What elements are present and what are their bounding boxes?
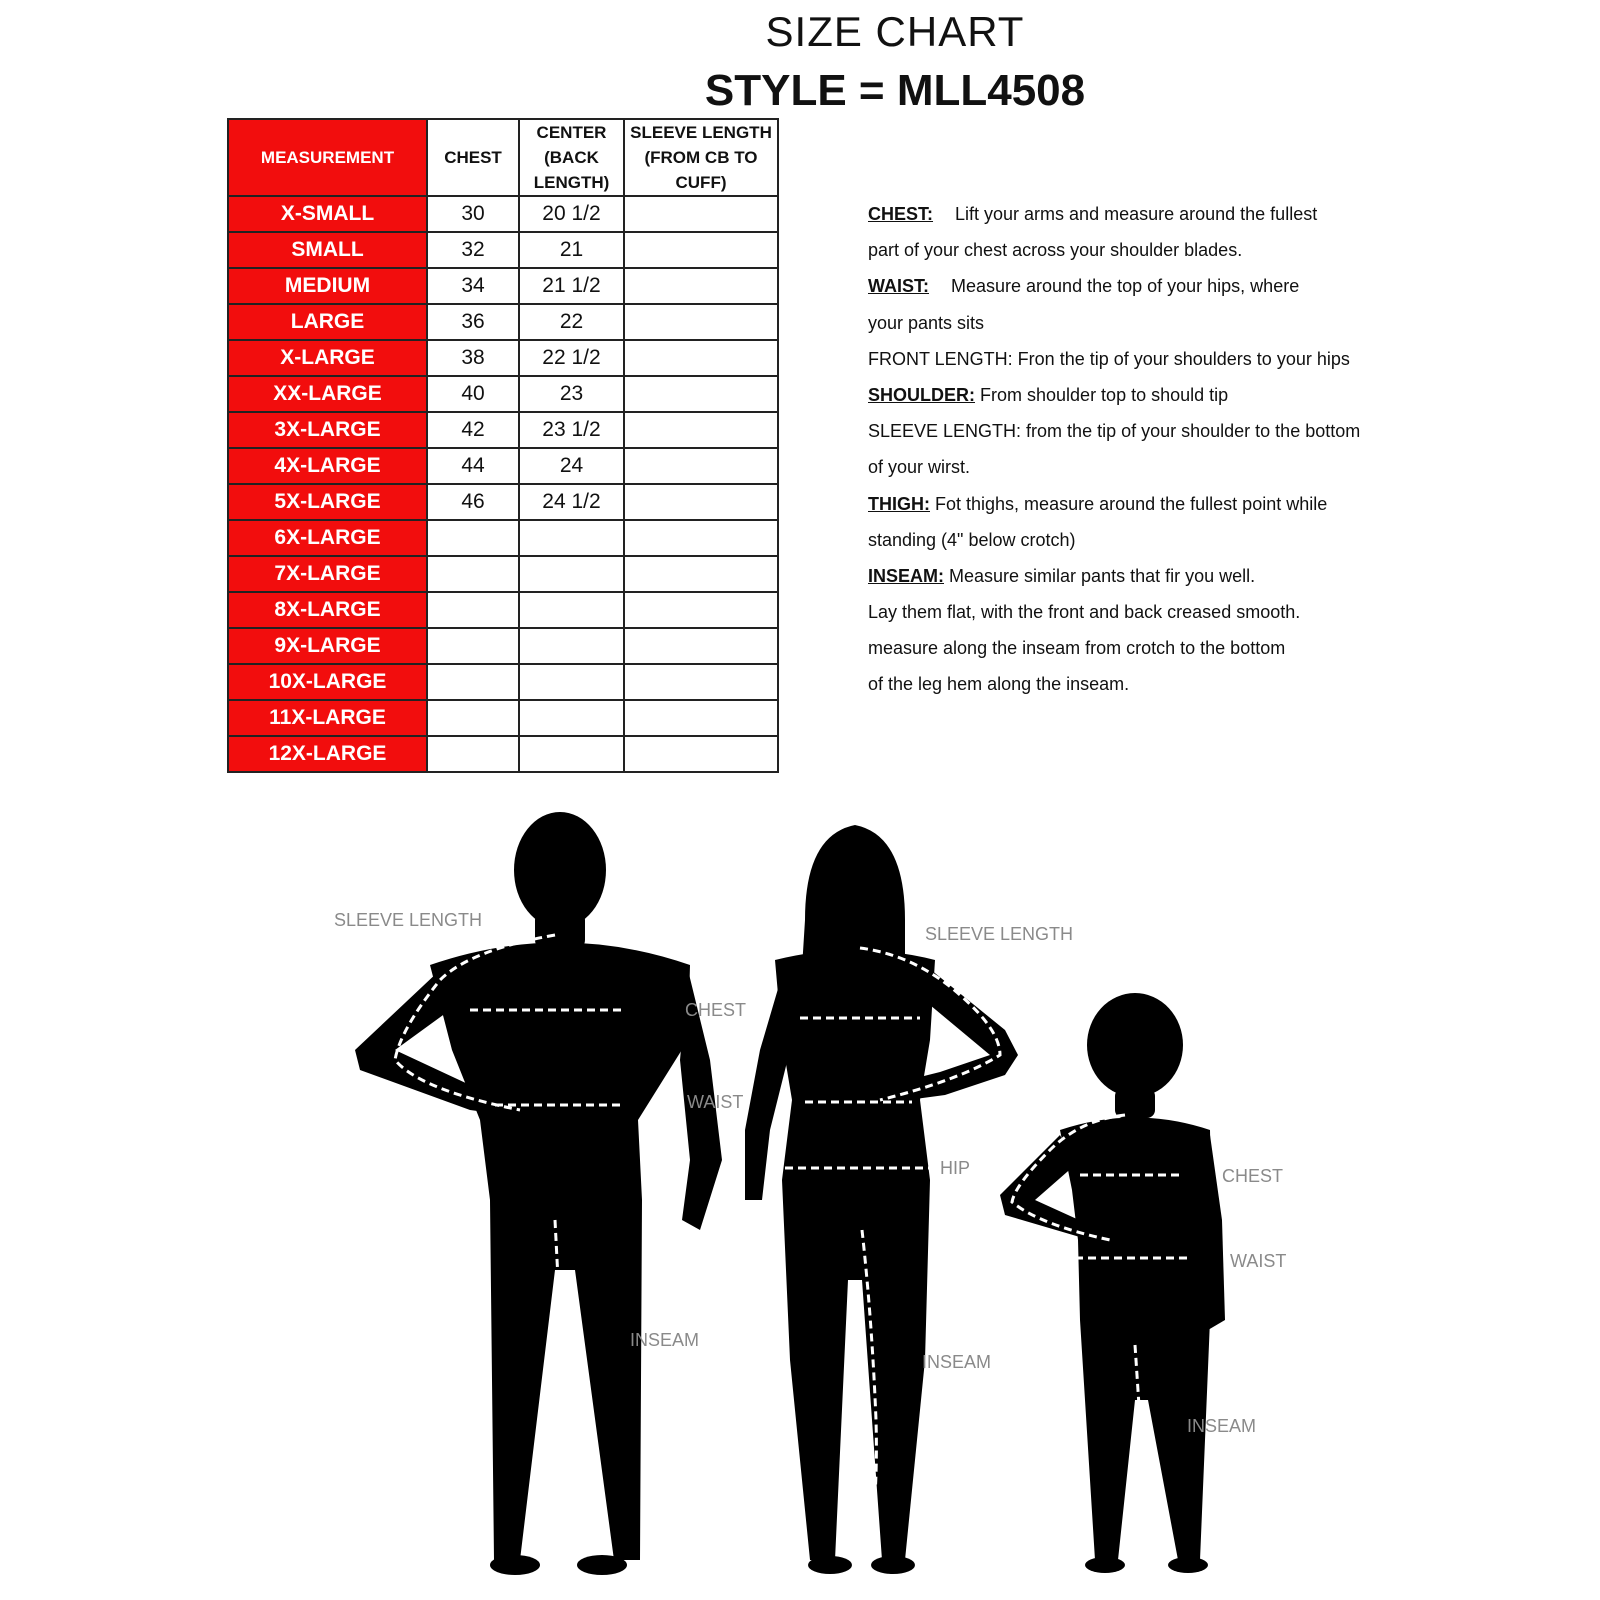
back-length-cell: 21 xyxy=(519,232,624,268)
back-length-cell: 21 1/2 xyxy=(519,268,624,304)
back-length-cell xyxy=(519,628,624,664)
size-label: X-SMALL xyxy=(228,196,427,232)
back-length-cell xyxy=(519,592,624,628)
page-title: SIZE CHART xyxy=(765,8,1025,55)
sleeve-length-cell xyxy=(624,304,778,340)
note-text: Measure similar pants that fir you well. xyxy=(949,565,1256,586)
size-label: MEDIUM xyxy=(228,268,427,304)
note-shoulder xyxy=(868,377,1588,413)
sleeve-length-cell xyxy=(624,376,778,412)
chest-cell xyxy=(427,664,519,700)
table-row xyxy=(228,412,778,448)
note-text: Lay them flat, with the front and back creased smooth. xyxy=(868,602,1301,623)
man-inseam-label: INSEAM xyxy=(630,1330,700,1350)
sleeve-length-cell xyxy=(624,484,778,520)
back-length-cell: 23 1/2 xyxy=(519,412,624,448)
table-row xyxy=(228,340,778,376)
sleeve-length-cell xyxy=(624,628,778,664)
sleeve-length-cell xyxy=(624,268,778,304)
table-row xyxy=(228,232,778,268)
size-label: 12X-LARGE xyxy=(228,736,427,772)
note-front-length: FRONT LENGTH: Fron the tip of your shoulders to your hips xyxy=(868,348,1350,369)
chest-cell xyxy=(427,520,519,556)
size-label: 6X-LARGE xyxy=(228,520,427,556)
back-length-cell: 24 xyxy=(519,448,624,484)
note-waist xyxy=(868,268,1588,304)
back-length-cell xyxy=(519,736,624,772)
note-sleeve-length: SLEEVE LENGTH: from the tip of your shoulder to the bottom xyxy=(868,421,1361,442)
body-measurement-illustration xyxy=(0,800,1600,1600)
note-text: of your wirst. xyxy=(868,457,971,478)
note-text: part of your chest across your shoulder blades. xyxy=(868,240,1243,261)
chest-cell: 32 xyxy=(427,232,519,268)
table-row xyxy=(228,664,778,700)
back-length-cell: 22 1/2 xyxy=(519,340,624,376)
note-text: measure along the inseam from crotch to the bottom xyxy=(868,638,1286,659)
note-inseam xyxy=(868,558,1588,594)
chest-cell: 44 xyxy=(427,448,519,484)
size-label: 3X-LARGE xyxy=(228,412,427,448)
size-label: 7X-LARGE xyxy=(228,556,427,592)
note-text: Measure around the top of your hips, where xyxy=(951,276,1300,297)
child-silhouette xyxy=(1000,993,1225,1573)
table-row xyxy=(228,736,778,772)
note-key: THIGH: xyxy=(868,493,930,514)
note-text: From shoulder top to should tip xyxy=(980,384,1229,405)
back-length-cell xyxy=(519,520,624,556)
back-length-cell: 20 1/2 xyxy=(519,196,624,232)
note-key: INSEAM: xyxy=(868,565,944,586)
header-sleeve-length: SLEEVE LENGTH (FROM CB TO CUFF) xyxy=(624,119,778,196)
child-inseam-label: INSEAM xyxy=(1187,1416,1257,1436)
chest-cell xyxy=(427,556,519,592)
table-row xyxy=(228,304,778,340)
man-chest-label: CHEST xyxy=(685,1000,747,1020)
note-chest xyxy=(868,196,1588,232)
chest-cell: 42 xyxy=(427,412,519,448)
sleeve-length-cell xyxy=(624,340,778,376)
chest-cell xyxy=(427,700,519,736)
size-label: LARGE xyxy=(228,304,427,340)
back-length-cell xyxy=(519,700,624,736)
child-waist-label: WAIST xyxy=(1230,1251,1287,1271)
style-code: STYLE = MLL4508 xyxy=(704,66,1086,115)
sleeve-length-cell xyxy=(624,700,778,736)
note-text: your pants sits xyxy=(868,312,985,333)
note-text: Lift your arms and measure around the fullest xyxy=(955,204,1318,224)
header-measurement: MEASUREMENT xyxy=(228,119,427,196)
table-row xyxy=(228,484,778,520)
note-text: Fot thighs, measure around the fullest point while xyxy=(935,493,1328,514)
measurement-notes xyxy=(868,196,1588,703)
size-label: 8X-LARGE xyxy=(228,592,427,628)
header-chest: CHEST xyxy=(427,119,519,196)
table-row xyxy=(228,592,778,628)
note-thigh xyxy=(868,486,1588,522)
note-key: WAIST: xyxy=(868,276,929,297)
chest-cell: 36 xyxy=(427,304,519,340)
chest-cell: 34 xyxy=(427,268,519,304)
sleeve-length-cell xyxy=(624,664,778,700)
table-row xyxy=(228,196,778,232)
back-length-cell: 24 1/2 xyxy=(519,484,624,520)
sleeve-length-cell xyxy=(624,556,778,592)
size-label: 10X-LARGE xyxy=(228,664,427,700)
woman-hip-label: HIP xyxy=(940,1158,971,1178)
child-chest-label: CHEST xyxy=(1222,1166,1284,1186)
chest-cell xyxy=(427,628,519,664)
table-row xyxy=(228,268,778,304)
sleeve-length-cell xyxy=(624,412,778,448)
size-label: 5X-LARGE xyxy=(228,484,427,520)
woman-inseam-label: INSEAM xyxy=(922,1352,992,1372)
size-label: X-LARGE xyxy=(228,340,427,376)
note-key: CHEST: xyxy=(868,204,934,224)
sleeve-length-cell xyxy=(624,448,778,484)
size-table xyxy=(227,118,779,773)
size-label: 9X-LARGE xyxy=(228,628,427,664)
size-label: 11X-LARGE xyxy=(228,700,427,736)
header-back-length: CENTER (BACK LENGTH) xyxy=(519,119,624,196)
back-length-cell: 23 xyxy=(519,376,624,412)
chest-cell: 38 xyxy=(427,340,519,376)
sleeve-length-cell xyxy=(624,232,778,268)
man-sleeve-label: SLEEVE LENGTH xyxy=(334,910,483,930)
chest-cell xyxy=(427,736,519,772)
table-row xyxy=(228,556,778,592)
chest-cell: 40 xyxy=(427,376,519,412)
table-row xyxy=(228,448,778,484)
man-waist-label: WAIST xyxy=(687,1092,744,1112)
chest-cell xyxy=(427,592,519,628)
note-text: of the leg hem along the inseam. xyxy=(868,674,1130,695)
table-row xyxy=(228,700,778,736)
note-text: standing (4" below crotch) xyxy=(868,529,1076,550)
table-row xyxy=(228,376,778,412)
size-label: 4X-LARGE xyxy=(228,448,427,484)
back-length-cell: 22 xyxy=(519,304,624,340)
table-row xyxy=(228,628,778,664)
chest-cell: 46 xyxy=(427,484,519,520)
table-header-row xyxy=(228,119,778,196)
note-key: SHOULDER: xyxy=(868,384,975,405)
sleeve-length-cell xyxy=(624,736,778,772)
chest-cell: 30 xyxy=(427,196,519,232)
size-label: XX-LARGE xyxy=(228,376,427,412)
table-row xyxy=(228,520,778,556)
back-length-cell xyxy=(519,664,624,700)
woman-sleeve-label: SLEEVE LENGTH xyxy=(925,924,1074,944)
sleeve-length-cell xyxy=(624,592,778,628)
sleeve-length-cell xyxy=(624,520,778,556)
back-length-cell xyxy=(519,556,624,592)
size-label: SMALL xyxy=(228,232,427,268)
sleeve-length-cell xyxy=(624,196,778,232)
